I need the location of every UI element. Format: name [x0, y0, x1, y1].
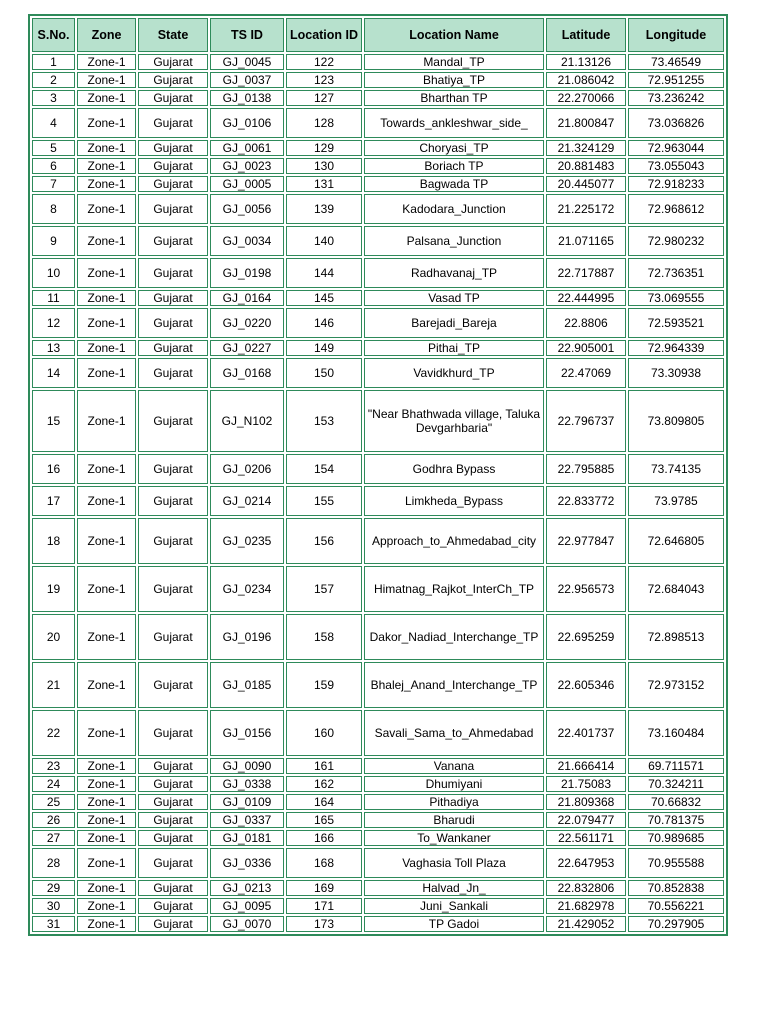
cell-ts-id: GJ_0235 [210, 518, 284, 564]
cell-ts-id: GJ_0213 [210, 880, 284, 896]
cell-location-id: 162 [286, 776, 362, 792]
cell-longitude: 73.055043 [628, 158, 724, 174]
cell-sno: 14 [32, 358, 75, 388]
table-row [32, 566, 724, 612]
table-row [32, 176, 724, 192]
cell-location-id: 131 [286, 176, 362, 192]
cell-ts-id: GJ_0336 [210, 848, 284, 878]
cell-zone: Zone-1 [77, 358, 136, 388]
cell-sno: 11 [32, 290, 75, 306]
cell-latitude: 21.071165 [546, 226, 626, 256]
cell-state: Gujarat [138, 776, 208, 792]
cell-sno: 8 [32, 194, 75, 224]
cell-longitude: 72.964339 [628, 340, 724, 356]
cell-state: Gujarat [138, 358, 208, 388]
cell-longitude: 72.973152 [628, 662, 724, 708]
cell-zone: Zone-1 [77, 72, 136, 88]
table-row [32, 358, 724, 388]
cell-zone: Zone-1 [77, 308, 136, 338]
cell-ts-id: GJ_0181 [210, 830, 284, 846]
cell-location-id: 171 [286, 898, 362, 914]
cell-location-id: 158 [286, 614, 362, 660]
cell-location-name: Bharudi [364, 812, 544, 828]
cell-zone: Zone-1 [77, 794, 136, 810]
cell-longitude: 73.30938 [628, 358, 724, 388]
table-row [32, 308, 724, 338]
cell-longitude: 72.593521 [628, 308, 724, 338]
header-ts-id: TS ID [210, 18, 284, 52]
cell-zone: Zone-1 [77, 390, 136, 452]
cell-location-name: Juni_Sankali [364, 898, 544, 914]
cell-latitude: 22.795885 [546, 454, 626, 484]
cell-sno: 7 [32, 176, 75, 192]
cell-state: Gujarat [138, 486, 208, 516]
cell-location-name: Approach_to_Ahmedabad_city [364, 518, 544, 564]
cell-state: Gujarat [138, 158, 208, 174]
cell-state: Gujarat [138, 308, 208, 338]
cell-state: Gujarat [138, 290, 208, 306]
cell-location-name: Dakor_Nadiad_Interchange_TP [364, 614, 544, 660]
table-row [32, 794, 724, 810]
table-row [32, 518, 724, 564]
cell-longitude: 70.297905 [628, 916, 724, 932]
cell-latitude: 21.324129 [546, 140, 626, 156]
table-row [32, 90, 724, 106]
cell-location-id: 155 [286, 486, 362, 516]
cell-sno: 9 [32, 226, 75, 256]
cell-ts-id: GJ_0234 [210, 566, 284, 612]
cell-zone: Zone-1 [77, 290, 136, 306]
cell-longitude: 70.852838 [628, 880, 724, 896]
cell-longitude: 73.74135 [628, 454, 724, 484]
cell-longitude: 72.980232 [628, 226, 724, 256]
table-row [32, 108, 724, 138]
cell-location-id: 128 [286, 108, 362, 138]
table-row [32, 290, 724, 306]
cell-latitude: 22.977847 [546, 518, 626, 564]
cell-latitude: 22.956573 [546, 566, 626, 612]
cell-ts-id: GJ_0034 [210, 226, 284, 256]
header-longitude: Longitude [628, 18, 724, 52]
cell-location-id: 140 [286, 226, 362, 256]
header-latitude: Latitude [546, 18, 626, 52]
cell-latitude: 22.8806 [546, 308, 626, 338]
cell-sno: 10 [32, 258, 75, 288]
cell-longitude: 70.66832 [628, 794, 724, 810]
cell-longitude: 72.736351 [628, 258, 724, 288]
table-row [32, 390, 724, 452]
cell-sno: 23 [32, 758, 75, 774]
cell-zone: Zone-1 [77, 54, 136, 70]
cell-ts-id: GJ_0109 [210, 794, 284, 810]
cell-location-id: 164 [286, 794, 362, 810]
cell-location-id: 168 [286, 848, 362, 878]
cell-zone: Zone-1 [77, 140, 136, 156]
cell-ts-id: GJ_0056 [210, 194, 284, 224]
cell-location-id: 139 [286, 194, 362, 224]
cell-ts-id: GJ_0037 [210, 72, 284, 88]
cell-ts-id: GJ_0338 [210, 776, 284, 792]
cell-zone: Zone-1 [77, 848, 136, 878]
cell-ts-id: GJ_0206 [210, 454, 284, 484]
cell-sno: 30 [32, 898, 75, 914]
cell-sno: 28 [32, 848, 75, 878]
cell-sno: 18 [32, 518, 75, 564]
cell-state: Gujarat [138, 794, 208, 810]
cell-longitude: 73.160484 [628, 710, 724, 756]
cell-location-id: 165 [286, 812, 362, 828]
cell-latitude: 21.429052 [546, 916, 626, 932]
cell-location-name: Bhalej_Anand_Interchange_TP [364, 662, 544, 708]
cell-zone: Zone-1 [77, 194, 136, 224]
cell-location-id: 156 [286, 518, 362, 564]
cell-longitude: 73.036826 [628, 108, 724, 138]
cell-latitude: 21.809368 [546, 794, 626, 810]
cell-ts-id: GJ_0095 [210, 898, 284, 914]
cell-ts-id: GJ_0061 [210, 140, 284, 156]
header-zone: Zone [77, 18, 136, 52]
cell-location-id: 153 [286, 390, 362, 452]
table-row [32, 194, 724, 224]
cell-location-name: Palsana_Junction [364, 226, 544, 256]
cell-location-name: Boriach TP [364, 158, 544, 174]
cell-latitude: 21.13126 [546, 54, 626, 70]
cell-latitude: 22.605346 [546, 662, 626, 708]
cell-latitude: 22.833772 [546, 486, 626, 516]
cell-ts-id: GJ_0023 [210, 158, 284, 174]
header-location-name: Location Name [364, 18, 544, 52]
cell-location-name: Himatnag_Rajkot_InterCh_TP [364, 566, 544, 612]
cell-sno: 20 [32, 614, 75, 660]
cell-state: Gujarat [138, 662, 208, 708]
table-row [32, 758, 724, 774]
cell-sno: 4 [32, 108, 75, 138]
cell-state: Gujarat [138, 108, 208, 138]
table-body [32, 54, 724, 932]
cell-location-id: 150 [286, 358, 362, 388]
table-row [32, 258, 724, 288]
cell-location-id: 129 [286, 140, 362, 156]
cell-location-name: Radhavanaj_TP [364, 258, 544, 288]
cell-location-name: TP Gadoi [364, 916, 544, 932]
cell-longitude: 72.968612 [628, 194, 724, 224]
cell-location-name: Kadodara_Junction [364, 194, 544, 224]
cell-latitude: 21.75083 [546, 776, 626, 792]
cell-location-id: 160 [286, 710, 362, 756]
cell-zone: Zone-1 [77, 226, 136, 256]
cell-location-name: Halvad_Jn_ [364, 880, 544, 896]
cell-state: Gujarat [138, 258, 208, 288]
cell-location-id: 146 [286, 308, 362, 338]
cell-zone: Zone-1 [77, 176, 136, 192]
cell-sno: 16 [32, 454, 75, 484]
cell-zone: Zone-1 [77, 340, 136, 356]
cell-zone: Zone-1 [77, 454, 136, 484]
cell-sno: 25 [32, 794, 75, 810]
cell-latitude: 22.905001 [546, 340, 626, 356]
cell-sno: 1 [32, 54, 75, 70]
cell-location-id: 144 [286, 258, 362, 288]
toll-location-table [28, 14, 728, 936]
table-row [32, 614, 724, 660]
cell-location-name: Choryasi_TP [364, 140, 544, 156]
cell-location-id: 169 [286, 880, 362, 896]
cell-location-id: 154 [286, 454, 362, 484]
table-row [32, 54, 724, 70]
cell-state: Gujarat [138, 226, 208, 256]
cell-latitude: 22.079477 [546, 812, 626, 828]
table-row [32, 340, 724, 356]
cell-latitude: 22.47069 [546, 358, 626, 388]
cell-longitude: 73.236242 [628, 90, 724, 106]
cell-ts-id: GJ_0138 [210, 90, 284, 106]
cell-latitude: 21.800847 [546, 108, 626, 138]
cell-latitude: 22.561171 [546, 830, 626, 846]
cell-zone: Zone-1 [77, 486, 136, 516]
cell-sno: 15 [32, 390, 75, 452]
cell-location-id: 149 [286, 340, 362, 356]
cell-state: Gujarat [138, 54, 208, 70]
cell-latitude: 22.796737 [546, 390, 626, 452]
cell-ts-id: GJ_0090 [210, 758, 284, 774]
cell-zone: Zone-1 [77, 758, 136, 774]
cell-state: Gujarat [138, 710, 208, 756]
cell-longitude: 73.46549 [628, 54, 724, 70]
cell-location-name: "Near Bhathwada village, Taluka Devgarhbaria" [364, 390, 544, 452]
cell-state: Gujarat [138, 90, 208, 106]
cell-latitude: 20.445077 [546, 176, 626, 192]
cell-location-name: Dhumiyani [364, 776, 544, 792]
cell-ts-id: GJ_0106 [210, 108, 284, 138]
cell-zone: Zone-1 [77, 662, 136, 708]
cell-latitude: 21.225172 [546, 194, 626, 224]
cell-latitude: 21.682978 [546, 898, 626, 914]
cell-ts-id: GJ_0164 [210, 290, 284, 306]
cell-zone: Zone-1 [77, 916, 136, 932]
cell-zone: Zone-1 [77, 90, 136, 106]
cell-latitude: 22.444995 [546, 290, 626, 306]
cell-location-name: Vaghasia Toll Plaza [364, 848, 544, 878]
cell-ts-id: GJ_0214 [210, 486, 284, 516]
cell-location-name: Barejadi_Bareja [364, 308, 544, 338]
cell-ts-id: GJ_N102 [210, 390, 284, 452]
cell-location-id: 145 [286, 290, 362, 306]
cell-ts-id: GJ_0196 [210, 614, 284, 660]
cell-location-name: Savali_Sama_to_Ahmedabad [364, 710, 544, 756]
cell-location-name: Limkheda_Bypass [364, 486, 544, 516]
cell-location-id: 123 [286, 72, 362, 88]
cell-ts-id: GJ_0005 [210, 176, 284, 192]
table-row [32, 812, 724, 828]
table-row [32, 226, 724, 256]
cell-ts-id: GJ_0070 [210, 916, 284, 932]
cell-ts-id: GJ_0220 [210, 308, 284, 338]
table-row [32, 454, 724, 484]
cell-state: Gujarat [138, 916, 208, 932]
cell-longitude: 70.556221 [628, 898, 724, 914]
cell-ts-id: GJ_0227 [210, 340, 284, 356]
cell-state: Gujarat [138, 340, 208, 356]
cell-sno: 26 [32, 812, 75, 828]
cell-state: Gujarat [138, 390, 208, 452]
table-row [32, 916, 724, 932]
cell-sno: 13 [32, 340, 75, 356]
cell-sno: 12 [32, 308, 75, 338]
header-location-id: Location ID [286, 18, 362, 52]
cell-longitude: 69.711571 [628, 758, 724, 774]
table-row [32, 880, 724, 896]
cell-zone: Zone-1 [77, 776, 136, 792]
cell-zone: Zone-1 [77, 898, 136, 914]
cell-location-name: Godhra Bypass [364, 454, 544, 484]
cell-state: Gujarat [138, 454, 208, 484]
cell-latitude: 22.401737 [546, 710, 626, 756]
cell-location-id: 159 [286, 662, 362, 708]
cell-ts-id: GJ_0156 [210, 710, 284, 756]
cell-sno: 3 [32, 90, 75, 106]
header-state: State [138, 18, 208, 52]
cell-latitude: 22.270066 [546, 90, 626, 106]
cell-location-id: 157 [286, 566, 362, 612]
cell-location-name: To_Wankaner [364, 830, 544, 846]
cell-sno: 6 [32, 158, 75, 174]
cell-state: Gujarat [138, 812, 208, 828]
cell-sno: 19 [32, 566, 75, 612]
cell-state: Gujarat [138, 194, 208, 224]
cell-state: Gujarat [138, 880, 208, 896]
cell-location-id: 122 [286, 54, 362, 70]
cell-longitude: 72.684043 [628, 566, 724, 612]
cell-location-name: Towards_ankleshwar_side_ [364, 108, 544, 138]
cell-location-name: Pithadiya [364, 794, 544, 810]
cell-zone: Zone-1 [77, 108, 136, 138]
cell-sno: 27 [32, 830, 75, 846]
cell-ts-id: GJ_0198 [210, 258, 284, 288]
cell-location-id: 127 [286, 90, 362, 106]
cell-latitude: 21.086042 [546, 72, 626, 88]
table-row [32, 662, 724, 708]
cell-longitude: 70.989685 [628, 830, 724, 846]
cell-location-name: Vasad TP [364, 290, 544, 306]
cell-sno: 2 [32, 72, 75, 88]
table-row [32, 830, 724, 846]
cell-longitude: 73.069555 [628, 290, 724, 306]
cell-state: Gujarat [138, 176, 208, 192]
cell-longitude: 72.646805 [628, 518, 724, 564]
cell-ts-id: GJ_0168 [210, 358, 284, 388]
table-row [32, 848, 724, 878]
cell-zone: Zone-1 [77, 830, 136, 846]
cell-longitude: 72.898513 [628, 614, 724, 660]
cell-longitude: 72.918233 [628, 176, 724, 192]
cell-zone: Zone-1 [77, 158, 136, 174]
cell-state: Gujarat [138, 758, 208, 774]
table-row [32, 486, 724, 516]
cell-zone: Zone-1 [77, 880, 136, 896]
cell-state: Gujarat [138, 830, 208, 846]
table-row [32, 158, 724, 174]
table-row [32, 898, 724, 914]
cell-location-id: 161 [286, 758, 362, 774]
cell-sno: 21 [32, 662, 75, 708]
cell-longitude: 73.9785 [628, 486, 724, 516]
table-row [32, 710, 724, 756]
cell-ts-id: GJ_0185 [210, 662, 284, 708]
cell-zone: Zone-1 [77, 614, 136, 660]
cell-location-name: Vanana [364, 758, 544, 774]
cell-location-name: Bagwada TP [364, 176, 544, 192]
cell-longitude: 72.951255 [628, 72, 724, 88]
cell-location-id: 173 [286, 916, 362, 932]
cell-latitude: 22.832806 [546, 880, 626, 896]
cell-latitude: 21.666414 [546, 758, 626, 774]
header-sno: S.No. [32, 18, 75, 52]
cell-state: Gujarat [138, 566, 208, 612]
table-header-row [32, 18, 724, 52]
cell-location-name: Pithai_TP [364, 340, 544, 356]
cell-longitude: 70.955588 [628, 848, 724, 878]
cell-location-id: 166 [286, 830, 362, 846]
cell-latitude: 22.695259 [546, 614, 626, 660]
cell-zone: Zone-1 [77, 566, 136, 612]
cell-sno: 31 [32, 916, 75, 932]
cell-zone: Zone-1 [77, 812, 136, 828]
cell-state: Gujarat [138, 614, 208, 660]
cell-latitude: 20.881483 [546, 158, 626, 174]
cell-zone: Zone-1 [77, 518, 136, 564]
cell-state: Gujarat [138, 518, 208, 564]
cell-sno: 5 [32, 140, 75, 156]
cell-zone: Zone-1 [77, 258, 136, 288]
cell-longitude: 70.324211 [628, 776, 724, 792]
cell-longitude: 70.781375 [628, 812, 724, 828]
cell-ts-id: GJ_0045 [210, 54, 284, 70]
cell-ts-id: GJ_0337 [210, 812, 284, 828]
cell-sno: 29 [32, 880, 75, 896]
cell-zone: Zone-1 [77, 710, 136, 756]
cell-sno: 24 [32, 776, 75, 792]
cell-longitude: 72.963044 [628, 140, 724, 156]
cell-location-name: Bharthan TP [364, 90, 544, 106]
cell-location-name: Vavidkhurd_TP [364, 358, 544, 388]
cell-latitude: 22.647953 [546, 848, 626, 878]
cell-location-id: 130 [286, 158, 362, 174]
cell-latitude: 22.717887 [546, 258, 626, 288]
cell-location-name: Mandal_TP [364, 54, 544, 70]
cell-longitude: 73.809805 [628, 390, 724, 452]
cell-state: Gujarat [138, 72, 208, 88]
cell-state: Gujarat [138, 898, 208, 914]
cell-sno: 17 [32, 486, 75, 516]
cell-location-name: Bhatiya_TP [364, 72, 544, 88]
table-row [32, 776, 724, 792]
table-row [32, 72, 724, 88]
cell-state: Gujarat [138, 848, 208, 878]
table-row [32, 140, 724, 156]
cell-state: Gujarat [138, 140, 208, 156]
cell-sno: 22 [32, 710, 75, 756]
